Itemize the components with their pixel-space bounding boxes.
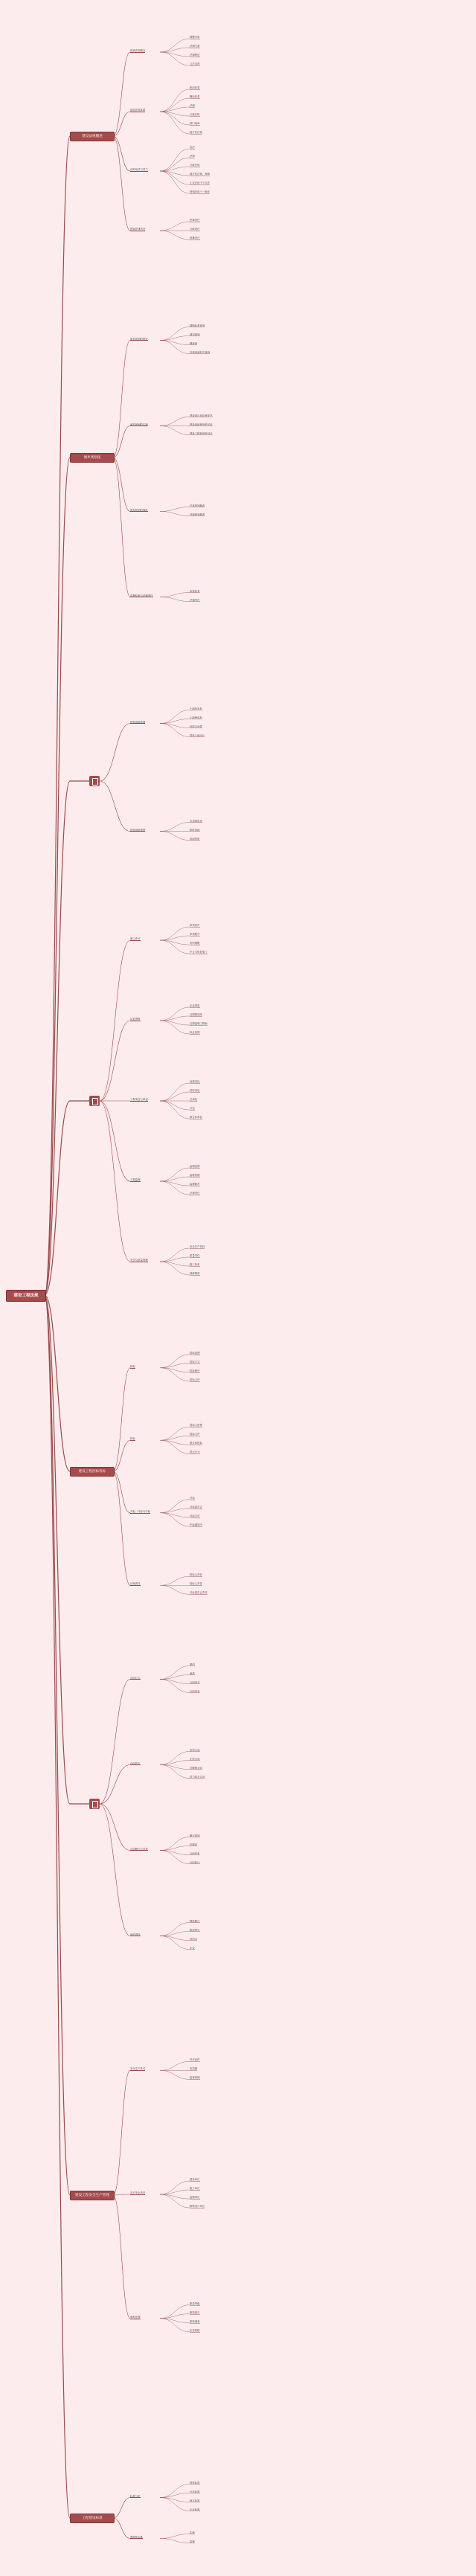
- group-ch6-0-label: 合同订立: [130, 1676, 141, 1680]
- leaf-ch8-1-1: [190, 2540, 195, 2543]
- group-ch3-0[interactable]: [130, 721, 145, 724]
- leaf-ch3-1-2-label: 用地预审: [190, 837, 200, 841]
- leaf-ch4-2-0-label: 直接发包: [190, 1080, 200, 1083]
- leaf-ch7-2-0-label: 事故等级: [190, 2302, 200, 2305]
- group-ch6-1-label: 合同效力: [130, 1761, 141, 1765]
- leaf-ch6-1-0-label: 有效合同: [190, 1748, 200, 1752]
- leaf-ch2-3-0-label: 监督检查: [190, 589, 200, 593]
- leaf-ch1-1-5: [190, 131, 202, 134]
- leaf-ch5-2-3: [190, 1523, 202, 1526]
- group-ch4-4[interactable]: [130, 1259, 148, 1262]
- leaf-ch4-2-3-label: 分包: [190, 1107, 195, 1110]
- leaf-ch5-2-2-label: 评标方法: [190, 1514, 200, 1517]
- leaf-ch3-1-1: [190, 829, 200, 832]
- leaf-ch4-2-3: [190, 1107, 195, 1110]
- group-ch6-0[interactable]: [130, 1677, 141, 1680]
- group-ch1-3-label: 建设法律责任: [130, 228, 146, 231]
- leaf-ch4-0-1-label: 申请程序: [190, 933, 200, 936]
- leaf-ch5-3-0-label: 招标人责任: [190, 1573, 202, 1577]
- leaf-ch4-4-1: [190, 1254, 200, 1257]
- leaf-ch7-0-1-label: 有效期: [190, 2067, 198, 2071]
- leaf-ch4-2-2: [190, 1098, 197, 1101]
- leaf-ch5-0-3: [190, 1378, 200, 1381]
- leaf-ch6-3-0: [190, 1920, 200, 1923]
- leaf-ch1-2-0: [190, 146, 195, 149]
- chapter-ch6-icon[interactable]: [89, 1799, 100, 1809]
- leaf-ch4-0-2-label: 有效期限: [190, 942, 200, 945]
- leaf-ch1-0-3-label: 立法目的: [190, 62, 200, 65]
- root-node[interactable]: 建设工程法规: [6, 1290, 46, 1302]
- leaf-ch2-0-1: [190, 333, 200, 336]
- leaf-ch4-2-2-label: 总承包: [190, 1098, 198, 1101]
- leaf-ch2-1-2: [190, 432, 213, 435]
- leaf-ch6-0-3-label: 合同内容: [190, 1689, 200, 1693]
- leaf-ch6-1-1-label: 无效合同: [190, 1757, 200, 1761]
- leaf-ch1-1-2-label: 法律: [190, 104, 195, 107]
- leaf-ch2-1-1: [190, 423, 213, 426]
- leaf-ch4-3-0: [190, 1165, 200, 1168]
- leaf-ch6-0-1: [190, 1672, 195, 1675]
- leaf-ch4-1-2: [190, 1022, 208, 1025]
- leaf-ch4-1-1-label: 注册建造师: [190, 1013, 202, 1016]
- leaf-ch6-2-3: [190, 1861, 200, 1864]
- leaf-ch5-2-3-label: 中标通知书: [190, 1523, 202, 1526]
- leaf-ch4-4-0: [190, 1245, 205, 1248]
- leaf-ch1-2-5-label: 特别法优于一般法: [190, 190, 210, 193]
- leaf-ch1-0-1-label: 法律关系: [190, 45, 200, 48]
- leaf-ch4-2-4-label: 联合体承包: [190, 1116, 202, 1119]
- leaf-ch5-1-1-label: 投标文件: [190, 1433, 200, 1436]
- leaf-ch6-2-1-label: 抗辩权: [190, 1843, 198, 1846]
- leaf-ch4-4-1-label: 质量责任: [190, 1254, 200, 1257]
- leaf-ch6-0-0: [190, 1663, 195, 1666]
- leaf-ch6-1-3-label: 效力待定合同: [190, 1775, 205, 1779]
- leaf-ch7-1-0: [190, 2178, 200, 2181]
- leaf-ch3-0-2: [190, 725, 202, 728]
- leaf-ch4-0-3-label: 中止与恢复施工: [190, 951, 208, 954]
- leaf-ch8-0-3-label: 企业标准: [190, 2508, 200, 2511]
- group-ch8-1-label: 强制性标准: [130, 2535, 143, 2539]
- leaf-ch5-2-0-label: 开标: [190, 1496, 195, 1500]
- leaf-ch1-0-3: [190, 62, 200, 65]
- group-ch1-3[interactable]: [130, 228, 145, 231]
- leaf-ch1-2-0-label: 宪法: [190, 146, 195, 149]
- group-ch5-3-label: 法律责任: [130, 1582, 141, 1586]
- group-ch8-1[interactable]: [130, 2536, 143, 2539]
- group-ch4-3[interactable]: [130, 1178, 141, 1181]
- leaf-ch1-2-4-label: 上位法优于下位法: [190, 182, 210, 184]
- group-ch3-1-label: 建设用地审批: [130, 828, 146, 832]
- leaf-ch4-3-3: [190, 1192, 200, 1195]
- leaf-ch8-1-1-label: 监督: [190, 2540, 195, 2543]
- group-ch5-2[interactable]: [130, 1510, 150, 1513]
- group-ch7-0-label: 安全生产许可: [130, 2067, 146, 2071]
- group-ch4-3-label: 工程监理: [130, 1178, 141, 1181]
- leaf-ch6-2-0: [190, 1834, 200, 1837]
- leaf-ch4-4-2-label: 竣工验收: [190, 1263, 200, 1266]
- leaf-ch1-1-0: [190, 86, 200, 89]
- leaf-ch8-0-3: [190, 2508, 200, 2511]
- leaf-ch1-2-3: [190, 173, 210, 176]
- group-ch3-1[interactable]: [130, 829, 145, 832]
- group-ch1-0-label: 建设法规概念: [130, 49, 146, 52]
- leaf-ch8-0-1-label: 行业标准: [190, 2490, 200, 2493]
- group-ch7-2-label: 事故处理: [130, 2315, 141, 2319]
- leaf-ch2-3-1: [190, 599, 200, 602]
- leaf-ch3-1-0: [190, 820, 202, 823]
- group-ch5-0-label: 招标: [130, 1364, 135, 1368]
- leaf-ch1-3-0-label: 民事责任: [190, 219, 200, 222]
- leaf-ch7-1-1-label: 施工单位: [190, 2187, 200, 2190]
- leaf-ch1-2-1-label: 法律: [190, 155, 195, 158]
- leaf-ch4-3-0-label: 监理范围: [190, 1165, 200, 1168]
- group-ch5-0[interactable]: [130, 1365, 135, 1368]
- leaf-ch8-0-0-label: 国家标准: [190, 2481, 200, 2485]
- leaf-ch1-3-2-label: 刑事责任: [190, 237, 200, 240]
- leaf-ch4-4-3-label: 保修制度: [190, 1272, 200, 1275]
- leaf-ch1-0-2-label: 法律特征: [190, 54, 200, 57]
- group-ch7-0[interactable]: [130, 2067, 145, 2070]
- leaf-ch5-2-1-label: 评标委员会: [190, 1505, 202, 1509]
- leaf-ch7-2-2: [190, 2320, 200, 2323]
- leaf-ch7-2-3: [190, 2329, 200, 2332]
- leaf-ch6-3-2: [190, 1938, 197, 1941]
- leaf-ch8-0-1: [190, 2490, 200, 2493]
- leaf-ch6-1-0: [190, 1749, 200, 1752]
- leaf-ch5-0-0-label: 招标范围: [190, 1351, 200, 1355]
- leaf-ch6-1-2: [190, 1767, 202, 1770]
- leaf-ch7-2-3-label: 应急救援: [190, 2328, 200, 2332]
- leaf-ch1-1-4: [190, 122, 200, 125]
- leaf-ch8-1-0: [190, 2531, 195, 2534]
- chapter-ch4-icon[interactable]: [89, 1096, 100, 1106]
- leaf-ch2-3-1-label: 法律责任: [190, 598, 200, 602]
- leaf-ch2-2-0-label: 总体规划修改: [190, 504, 205, 507]
- leaf-ch1-2-3-label: 地方性法规、规章: [190, 173, 210, 176]
- leaf-ch3-0-3: [190, 734, 205, 737]
- leaf-ch4-3-1: [190, 1174, 200, 1177]
- leaf-ch4-0-0-label: 申请条件: [190, 924, 200, 927]
- leaf-ch2-2-0: [190, 504, 205, 507]
- leaf-ch1-0-0-label: 调整对象: [190, 36, 200, 39]
- leaf-ch1-1-2: [190, 104, 195, 107]
- leaf-ch1-1-0-label: 纵向体系: [190, 86, 200, 89]
- leaf-ch2-0-0: [190, 324, 205, 327]
- leaf-ch7-0-0: [190, 2058, 200, 2061]
- group-ch1-2[interactable]: [130, 168, 148, 171]
- leaf-ch4-3-3-label: 法律责任: [190, 1192, 200, 1195]
- leaf-ch7-2-1-label: 事故报告: [190, 2310, 200, 2314]
- chapter-ch5[interactable]: 建设工程招标投标: [70, 1467, 115, 1477]
- leaf-ch5-2-2: [190, 1515, 200, 1517]
- leaf-ch3-0-1-label: 土地使用权: [190, 716, 202, 719]
- leaf-ch1-1-1-label: 横向体系: [190, 95, 200, 98]
- leaf-ch2-2-1: [190, 513, 205, 516]
- group-ch2-1[interactable]: [130, 423, 148, 426]
- leaf-ch2-0-2-label: 镇规划: [190, 341, 198, 345]
- leaf-ch5-1-1: [190, 1433, 200, 1436]
- leaf-ch6-3-0-label: 继续履行: [190, 1919, 200, 1923]
- leaf-ch3-1-2: [190, 838, 200, 841]
- leaf-ch7-2-2-label: 事故调查: [190, 2319, 200, 2323]
- leaf-ch4-1-3: [190, 1031, 200, 1034]
- leaf-ch5-1-3: [190, 1451, 200, 1454]
- leaf-ch6-0-1-label: 承诺: [190, 1671, 195, 1675]
- leaf-ch6-1-1: [190, 1758, 200, 1761]
- leaf-ch4-1-0: [190, 1004, 200, 1007]
- group-ch6-3[interactable]: [130, 1933, 141, 1936]
- group-ch6-1[interactable]: [130, 1762, 141, 1765]
- leaf-ch8-1-0-label: 实施: [190, 2531, 195, 2534]
- leaf-ch5-0-2: [190, 1369, 200, 1372]
- leaf-ch3-1-0-label: 农用地转用: [190, 819, 202, 823]
- leaf-ch7-0-2: [190, 2076, 200, 2079]
- leaf-ch4-2-4: [190, 1116, 202, 1119]
- leaf-ch2-1-2-label: 建设工程规划许可证: [190, 431, 213, 435]
- leaf-ch2-1-1-label: 建设用地规划许可证: [190, 423, 213, 426]
- leaf-ch7-1-1: [190, 2187, 200, 2190]
- leaf-ch7-1-3: [190, 2205, 205, 2208]
- leaf-ch4-2-1: [190, 1089, 200, 1092]
- group-ch1-2-label: 法的形式与效力: [130, 168, 148, 171]
- leaf-ch4-1-1: [190, 1013, 202, 1016]
- leaf-ch4-2-0: [190, 1080, 200, 1083]
- leaf-ch8-0-0: [190, 2482, 200, 2485]
- leaf-ch4-1-2-label: 注册监理工程师: [190, 1022, 208, 1025]
- leaf-ch1-1-3: [190, 113, 200, 116]
- leaf-ch4-0-0: [190, 924, 200, 927]
- leaf-ch7-1-2: [190, 2196, 200, 2199]
- leaf-ch1-0-0: [190, 36, 200, 39]
- group-ch4-2[interactable]: [130, 1098, 148, 1101]
- leaf-ch1-2-5: [190, 190, 210, 193]
- leaf-ch3-0-2-label: 征收与补偿: [190, 725, 202, 728]
- leaf-ch2-0-1-label: 城市规划: [190, 333, 200, 336]
- leaf-ch4-0-2: [190, 942, 200, 945]
- leaf-ch6-2-2-label: 合同变更: [190, 1851, 200, 1855]
- leaf-ch2-0-3: [190, 351, 210, 354]
- leaf-ch7-0-1: [190, 2067, 197, 2070]
- group-ch5-3[interactable]: [130, 1582, 141, 1585]
- leaf-ch4-0-1: [190, 933, 200, 936]
- leaf-ch7-0-0-label: 许可条件: [190, 2058, 200, 2062]
- group-ch2-3[interactable]: [130, 594, 153, 597]
- leaf-ch5-1-2: [190, 1442, 202, 1445]
- leaf-ch6-2-0-label: 履行原则: [190, 1834, 200, 1837]
- leaf-ch1-0-2: [190, 54, 200, 57]
- leaf-ch7-2-0: [190, 2302, 200, 2305]
- group-ch1-1-label: 建设法规体系: [130, 109, 146, 112]
- leaf-ch5-3-0: [190, 1573, 202, 1576]
- leaf-ch5-1-2-label: 联合体投标: [190, 1442, 202, 1445]
- leaf-ch4-3-2-label: 监理职责: [190, 1183, 200, 1186]
- group-ch2-0-label: 城乡规划的制定: [130, 337, 148, 341]
- leaf-ch5-1-0-label: 投标人资格: [190, 1424, 202, 1427]
- group-ch6-2[interactable]: [130, 1848, 148, 1851]
- group-ch7-1-label: 各方安全责任: [130, 2191, 146, 2194]
- group-ch8-0[interactable]: [130, 2495, 141, 2498]
- chapter-ch1[interactable]: 建设法规概述: [70, 132, 115, 141]
- leaf-ch6-0-2: [190, 1681, 200, 1684]
- leaf-ch4-1-0-label: 企业资质: [190, 1004, 200, 1007]
- leaf-ch1-3-1-label: 行政责任: [190, 228, 200, 231]
- leaf-ch4-1-3-label: 执业范围: [190, 1031, 200, 1034]
- leaf-ch5-2-1: [190, 1506, 202, 1509]
- leaf-ch7-1-2-label: 监理单位: [190, 2196, 200, 2199]
- leaf-ch4-0-3: [190, 951, 208, 954]
- leaf-ch7-1-3-label: 勘察设计单位: [190, 2205, 205, 2208]
- leaf-ch2-1-0-label: 建设项目选址意见书: [190, 414, 213, 417]
- leaf-ch3-0-0: [190, 707, 202, 710]
- group-ch1-0[interactable]: [130, 49, 145, 52]
- leaf-ch4-3-2: [190, 1183, 200, 1186]
- leaf-ch3-0-0-label: 土地所有权: [190, 707, 202, 710]
- group-ch4-4-label: 安全与质量管理: [130, 1259, 148, 1262]
- leaf-ch5-1-0: [190, 1424, 202, 1427]
- leaf-ch4-4-0-label: 安全生产责任: [190, 1245, 205, 1248]
- leaf-ch5-3-1: [190, 1582, 202, 1585]
- leaf-ch6-3-1: [190, 1929, 200, 1932]
- leaf-ch2-0-2: [190, 342, 197, 345]
- chapter-ch8[interactable]: 工程建设标准: [70, 2514, 115, 2523]
- leaf-ch1-2-2: [190, 164, 200, 167]
- leaf-ch6-0-0-label: 要约: [190, 1663, 195, 1666]
- leaf-ch4-4-2: [190, 1263, 200, 1266]
- leaf-ch8-0-2-label: 地方标准: [190, 2499, 200, 2502]
- leaf-ch7-0-2-label: 监督管理: [190, 2076, 200, 2080]
- group-ch2-1-label: 城乡规划的实施: [130, 423, 148, 426]
- leaf-ch6-2-2: [190, 1852, 200, 1855]
- leaf-ch1-2-1: [190, 155, 195, 158]
- leaf-ch1-3-0: [190, 219, 200, 222]
- leaf-ch1-1-1: [190, 95, 200, 98]
- leaf-ch7-2-1: [190, 2311, 200, 2314]
- leaf-ch6-0-3: [190, 1690, 200, 1693]
- group-ch5-2-label: 开标、评标与中标: [130, 1509, 151, 1513]
- group-ch3-0-label: 建设用地管理: [130, 720, 146, 724]
- group-ch4-2-label: 工程发包与承包: [130, 1098, 148, 1101]
- chapter-ch2[interactable]: 城乡规划法: [70, 453, 115, 463]
- group-ch5-1[interactable]: [130, 1437, 135, 1440]
- leaf-ch2-0-0-label: 城镇体系规划: [190, 324, 205, 327]
- group-ch4-0-label: 施工许可: [130, 937, 141, 940]
- group-ch4-1-label: 从业资格: [130, 1018, 141, 1021]
- group-ch7-1[interactable]: [130, 2191, 145, 2194]
- leaf-ch5-3-2-label: 评标委员会责任: [190, 1591, 208, 1595]
- leaf-ch5-3-1-label: 投标人责任: [190, 1582, 202, 1586]
- leaf-ch1-2-4: [190, 182, 210, 184]
- group-ch5-1-label: 投标: [130, 1437, 135, 1441]
- leaf-ch2-0-3-label: 乡规划和村庄规划: [190, 350, 210, 354]
- group-ch6-2-label: 合同履行与变更: [130, 1847, 148, 1851]
- leaf-ch1-1-5-label: 地方性法规: [190, 131, 202, 134]
- group-ch7-2[interactable]: [130, 2316, 141, 2319]
- group-ch8-0-label: 标准分类: [130, 2494, 141, 2498]
- group-ch2-3-label: 监督检查与法律责任: [130, 594, 153, 597]
- leaf-ch4-2-1-label: 招标发包: [190, 1089, 200, 1092]
- leaf-ch5-3-2: [190, 1591, 208, 1594]
- leaf-ch4-4-3: [190, 1272, 200, 1275]
- leaf-ch2-3-0: [190, 590, 200, 593]
- leaf-ch6-0-2-label: 合同形式: [190, 1680, 200, 1684]
- leaf-ch1-2-2-label: 行政法规: [190, 164, 200, 167]
- leaf-ch5-0-2-label: 招标程序: [190, 1369, 200, 1372]
- leaf-ch1-1-4-label: 部门规章: [190, 122, 200, 125]
- group-ch4-1[interactable]: [130, 1018, 141, 1021]
- leaf-ch5-0-1-label: 招标方式: [190, 1360, 200, 1364]
- leaf-ch6-3-3-label: 定金: [190, 1946, 195, 1950]
- leaf-ch6-3-3: [190, 1947, 195, 1950]
- leaf-ch6-3-1-label: 赔偿损失: [190, 1928, 200, 1932]
- leaf-ch6-3-2-label: 违约金: [190, 1937, 198, 1941]
- leaf-ch3-0-1: [190, 716, 202, 719]
- leaf-ch1-3-1: [190, 228, 200, 231]
- group-ch6-3-label: 违约责任: [130, 1933, 141, 1936]
- leaf-ch1-1-3-label: 行政法规: [190, 113, 200, 116]
- chapter-ch7[interactable]: 建设工程安全生产管理: [70, 2191, 115, 2200]
- leaf-ch5-2-0: [190, 1497, 195, 1500]
- leaf-ch7-1-0-label: 建设单位: [190, 2178, 200, 2181]
- leaf-ch5-0-3-label: 招标文件: [190, 1378, 200, 1381]
- group-ch2-2[interactable]: [130, 509, 148, 512]
- leaf-ch4-3-1-label: 监理依据: [190, 1174, 200, 1177]
- leaf-ch6-1-2-label: 可撤销合同: [190, 1766, 202, 1770]
- leaf-ch5-0-0: [190, 1352, 200, 1355]
- leaf-ch3-0-3-label: 国有土地出让: [190, 733, 205, 737]
- group-ch2-2-label: 城乡规划的修改: [130, 508, 148, 512]
- leaf-ch6-2-1: [190, 1843, 197, 1846]
- leaf-ch6-1-3: [190, 1776, 205, 1779]
- leaf-ch2-1-0: [190, 414, 213, 417]
- group-ch1-1[interactable]: [130, 109, 145, 112]
- leaf-ch8-0-2: [190, 2499, 200, 2502]
- group-ch4-0[interactable]: [130, 937, 141, 940]
- leaf-ch5-1-3-label: 禁止行为: [190, 1451, 200, 1454]
- leaf-ch1-3-2: [190, 237, 200, 240]
- leaf-ch6-2-3-label: 合同转让: [190, 1860, 200, 1864]
- chapter-ch3-icon[interactable]: [89, 776, 100, 786]
- leaf-ch1-0-1: [190, 45, 200, 48]
- leaf-ch5-0-1: [190, 1361, 200, 1364]
- leaf-ch2-2-1-label: 详细规划修改: [190, 513, 205, 516]
- group-ch2-0[interactable]: [130, 338, 148, 341]
- leaf-ch3-1-1-label: 临时用地: [190, 828, 200, 832]
